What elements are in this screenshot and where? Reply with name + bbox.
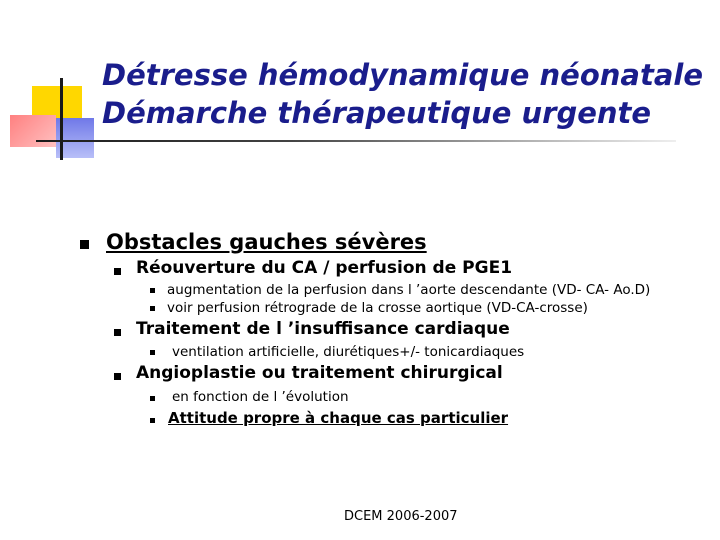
subitem-attitude: Attitude propre à chaque cas particulier [168, 409, 509, 427]
item-angioplastie: Angioplastie ou traitement chirurgical [136, 363, 503, 383]
logo-vertical-line [60, 78, 63, 160]
item-reouverture: Réouverture du CA / perfusion de PGE1 [136, 258, 513, 278]
item-traitement-insuffisance: Traitement de l ’insuffisance cardiaque [136, 319, 510, 339]
heading-obstacles: Obstacles gauches sévères [106, 230, 427, 254]
bullet-square-icon [114, 329, 121, 336]
bullet-square-icon [150, 288, 155, 293]
subitem-ventilation: ventilation artificielle, diurétiques+/- tonicardiaques [172, 344, 525, 360]
subitem-evolution: en fonction de l ’évolution [172, 389, 349, 405]
slide-title [102, 56, 703, 132]
subitem-perfusion-retrograde: voir perfusion rétrograde de la crosse aortique (VD-CA-crosse) [167, 300, 588, 316]
bullet-square-icon [150, 350, 155, 355]
subitem-augmentation: augmentation de la perfusion dans l ’aorte descendante (VD- CA- Ao.D) [167, 282, 651, 298]
logo-red-block [10, 115, 56, 147]
footer-text: DCEM 2006-2007 [344, 509, 458, 524]
title-underline-rule [36, 140, 676, 142]
bullet-square-icon [80, 240, 89, 249]
bullet-square-icon [150, 306, 155, 311]
bullet-square-icon [150, 418, 155, 423]
bullet-square-icon [114, 373, 121, 380]
bullet-square-icon [114, 268, 121, 275]
title-line-2: Démarche thérapeutique urgente [102, 96, 652, 130]
title-line-1: Détresse hémodynamique néonatale [102, 58, 704, 92]
bullet-square-icon [150, 396, 155, 401]
